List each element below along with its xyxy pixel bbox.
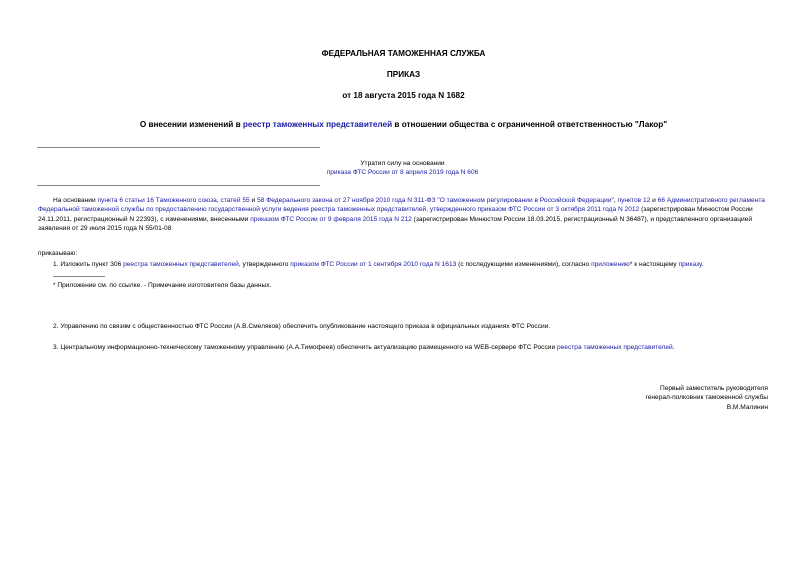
item3-registry-link[interactable]: реестра таможенных представителей [556, 344, 673, 351]
preamble-text-2: , [216, 197, 221, 204]
preamble-text-4: , [613, 197, 618, 204]
signature-rank: генерал-полковник таможенной службы [645, 394, 768, 402]
item3-text-2: . [672, 344, 675, 351]
document-title [0, 120, 807, 129]
item1-text-1: 1. Изложить пункт 306 [53, 261, 124, 268]
preamble-paragraph [38, 196, 770, 233]
order-word: приказываю: [38, 250, 78, 257]
signature-block [560, 384, 768, 412]
doc-type-heading: ПРИКАЗ [386, 70, 421, 79]
separator-top [37, 147, 320, 148]
item1-text-2: , утвержденного [238, 261, 291, 268]
footnote-rule [53, 276, 105, 277]
item1-registry-link[interactable]: реестра таможенных представителей [123, 261, 239, 268]
item1-appendix-link[interactable]: приложению [591, 261, 630, 268]
preamble-link-5[interactable]: 66 Административного регламента Федеральной таможенной службы по предоставлению государственной услуги ведения реестра таможенных представителей, утвержденного приказом ФТС России от 3 октября 2011 года N 2012 [38, 197, 765, 214]
preamble-text-5: и [650, 197, 658, 204]
preamble-link-1[interactable]: пункта 6 статьи 16 Таможенного союза [97, 197, 217, 204]
item1-text-3: (с последующими изменениями), согласно [456, 261, 592, 268]
preamble-text-1: На основании [53, 197, 98, 204]
status-notice [300, 159, 505, 178]
preamble-link-3[interactable]: 58 Федерального закона от 27 ноября 2010 года N 311-ФЗ "О таможенном регулировании в Российской Федерации" [257, 197, 614, 204]
title-suffix: в отношении общества с ограниченной ответственностью "Лакор" [392, 120, 668, 129]
preamble-text-3: и [249, 197, 258, 204]
order-item-3 [53, 343, 773, 352]
preamble-link-6[interactable]: приказом ФТС России от 9 февраля 2015 года N 212 [250, 215, 412, 223]
item3-text-1: 3. Центральному информационно-техническому таможенному управлению (А.А.Тимофеев) обеспечить актуализацию размещенного на WEB-сервере ФТС России [53, 344, 557, 351]
item1-text-5: . [701, 261, 704, 268]
order-item-1 [53, 260, 773, 269]
title-prefix: О внесении изменений в [139, 120, 243, 129]
signature-position: Первый заместитель руководителя [659, 385, 768, 392]
status-link[interactable]: приказа ФТС России от 8 апреля 2019 года N 606 [326, 169, 479, 177]
title-registry-link[interactable]: реестр таможенных представителей [242, 120, 393, 129]
item1-prikaz-link[interactable]: приказу [678, 261, 702, 268]
agency-heading: ФЕДЕРАЛЬНАЯ ТАМОЖЕННАЯ СЛУЖБА [321, 49, 486, 58]
preamble-text-6: (зарегистрирован Минюстом России 24.11.2011, регистрационный N 22393), с изменениями, внесенными [38, 206, 753, 223]
order-item-2: 2. Управлению по связям с общественностью ФТС России (А.В.Смеляков) обеспечить опубликование настоящего приказа в официальных изданиях ФТС России. [53, 323, 551, 330]
status-text: Утратил силу на основании [360, 160, 445, 167]
preamble-link-4[interactable]: пунктов 12 [617, 197, 651, 204]
preamble-text-7: (зарегистрирован Минюстом России 18.03.2015, регистрационный N 36487), и представленного организацией заявления от 29 июля 2015 года N 55/01-08 [38, 215, 753, 232]
date-number-heading: от 18 августа 2015 года N 1682 [342, 91, 465, 100]
footnote-text: * Приложение см. по ссылке. - Примечание изготовителя базы данных. [53, 282, 272, 289]
separator-bottom [37, 185, 320, 186]
signature-name: В.М.Малинин [726, 403, 768, 411]
preamble-link-2[interactable]: статей 55 [220, 197, 250, 204]
item1-text-4: * к настоящему [629, 261, 679, 268]
item1-order-link[interactable]: приказом ФТС России от 1 сентября 2010 года N 1613 [290, 261, 457, 268]
